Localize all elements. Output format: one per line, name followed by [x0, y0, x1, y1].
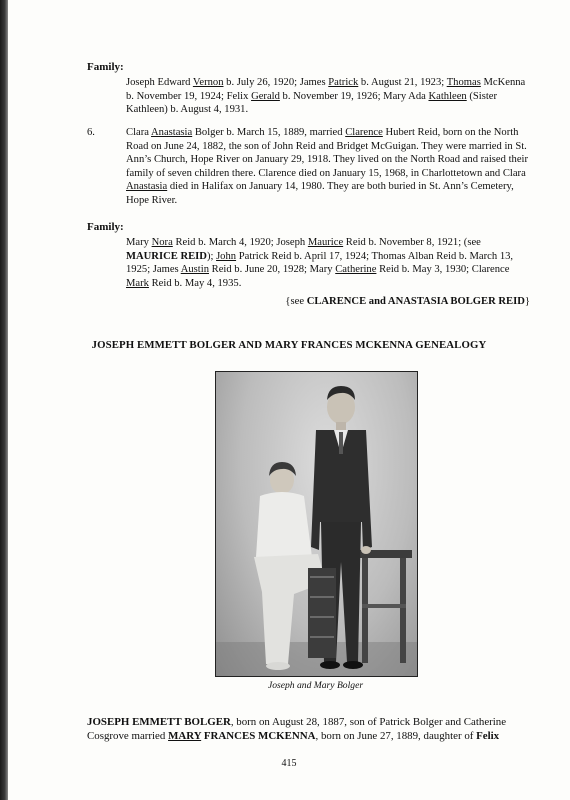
- text-segment: John: [216, 250, 237, 262]
- entry-number-6: 6.: [87, 127, 95, 138]
- text-segment: Hubert Reid, born on the North Road on June 24, 1882, the son of John Reid and Bridget McGuigan. They were married in St. Ann’s Church, Hope River on January 29, 1918. They lived on the North Road and raised their family of seven children there. Clarence died on January 15, 1968, in Charlottetown and Clara: [126, 127, 528, 179]
- text-segment: McKenna b. November 19, 1924; Felix: [126, 77, 526, 102]
- text-segment: Gerald: [251, 90, 280, 102]
- text-segment: , born on June 27, 1889, daughter of: [315, 730, 477, 742]
- text-segment: Bolger b. March 15, 1889, married: [192, 127, 346, 138]
- text-segment: Kathleen: [428, 90, 467, 102]
- text-segment: MARY: [168, 730, 202, 742]
- text-segment: }: [524, 296, 530, 307]
- text-segment: Thomas: [446, 77, 481, 88]
- text-segment: Anastasia: [151, 127, 193, 138]
- text-segment: Nora: [151, 237, 173, 248]
- text-segment: b. July 26, 1920; James: [223, 77, 329, 88]
- text-segment: died in Halifax on January 14, 1980. They are both buried in St. Ann’s Cemetery, Hope River.: [126, 181, 514, 206]
- family-label-2: Family:: [87, 221, 124, 233]
- text-segment: );: [206, 250, 217, 262]
- text-segment: Reid b. November 8, 1921; (see: [343, 237, 481, 248]
- text-segment: b. August 21, 1923;: [358, 77, 447, 88]
- final-paragraph: [87, 715, 533, 743]
- text-segment: Reid b. May 4, 1935.: [148, 277, 242, 289]
- text-segment: FRANCES MCKENNA: [201, 730, 316, 742]
- genealogy-heading: JOSEPH EMMETT BOLGER AND MARY FRANCES MCKENNA GENEALOGY: [91, 339, 487, 351]
- text-segment: (Sister Kathleen) b. August 4, 1931.: [126, 90, 498, 116]
- text-segment: Reid b. May 3, 1930; Clarence: [376, 264, 510, 276]
- family-label-1: Family:: [87, 61, 124, 73]
- book-binding-edge: [0, 0, 8, 800]
- text-segment: Austin: [180, 264, 209, 276]
- portrait-photo: [215, 371, 418, 677]
- text-segment: Patrick Reid b. April 17, 1924; Thomas Alban Reid b. March 13, 1925; James: [126, 250, 514, 276]
- text-segment: , born on August 28, 1887, son of Patrick Bolger and Catherine Cosgrove married: [87, 716, 507, 742]
- text-segment: CLARENCE and ANASTASIA BOLGER REID: [306, 296, 525, 307]
- text-segment: Reid b. March 4, 1920; Joseph: [172, 237, 308, 248]
- text-segment: Anastasia: [126, 181, 168, 193]
- text-segment: Joseph Edward: [126, 77, 193, 88]
- text-segment: Patrick: [328, 77, 359, 88]
- text-segment: b. November 19, 1926; Mary Ada: [279, 90, 429, 102]
- text-segment: {see: [285, 296, 307, 307]
- family-2-children: [126, 236, 530, 290]
- see-also-reference: [126, 295, 530, 309]
- family-1-children: [126, 76, 530, 117]
- text-segment: Clarence: [345, 127, 383, 138]
- text-segment: Vernon: [192, 77, 224, 88]
- book-page: [8, 0, 570, 800]
- text-segment: Mary: [126, 237, 152, 248]
- text-segment: Catherine: [335, 264, 377, 276]
- page-number: 415: [281, 758, 297, 769]
- text-segment: Reid b. June 20, 1928; Mary: [209, 264, 336, 276]
- text-segment: Clara: [126, 127, 152, 138]
- text-segment: JOSEPH EMMETT BOLGER: [87, 716, 231, 728]
- text-segment: Maurice: [307, 237, 344, 248]
- photo-caption: Joseph and Mary Bolger: [267, 680, 364, 691]
- text-segment: MAURICE REID: [126, 250, 207, 262]
- text-segment: Mark: [126, 277, 149, 289]
- entry-6-paragraph: [126, 126, 532, 208]
- text-segment: Felix: [476, 730, 500, 742]
